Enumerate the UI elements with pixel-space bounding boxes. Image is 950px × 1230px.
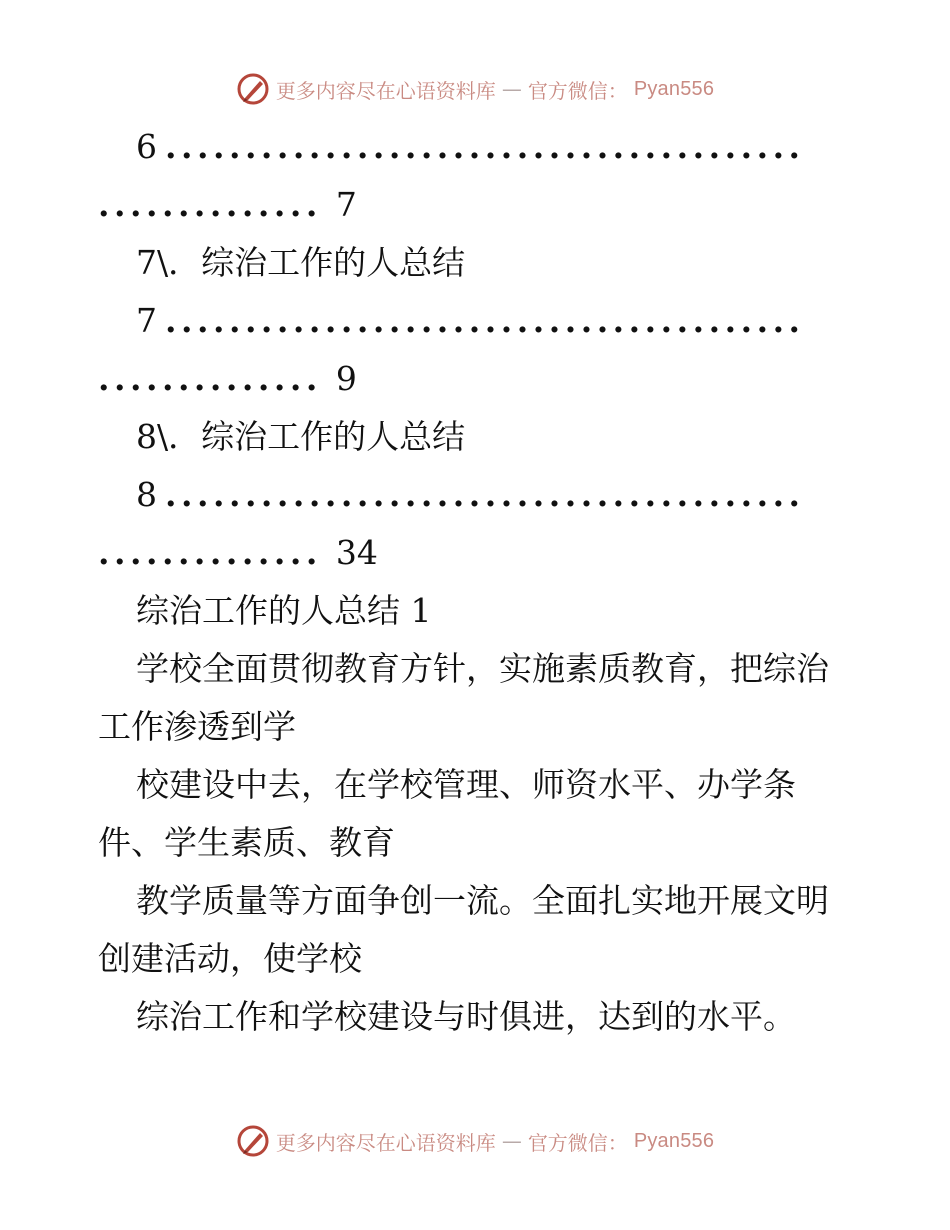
toc-page-number: 9 xyxy=(335,359,357,398)
footer-separator: — xyxy=(501,1129,522,1153)
document-body xyxy=(98,118,858,1046)
paragraph-line: 学校全面贯彻教育方针，实施素质教育，把综治 xyxy=(136,649,829,688)
toc-entry-7-line2 xyxy=(98,350,858,408)
toc-entry-6-line1 xyxy=(98,118,858,176)
header-wechat-label: 官方微信： xyxy=(527,78,628,103)
footer-wechat-label: 官方微信： xyxy=(527,1130,628,1155)
paragraph-line: 校建设中去，在学校管理、师资水平、办学条 xyxy=(136,765,796,804)
toc-entry-number: 8 xyxy=(136,475,157,514)
footer-site-text: 更多内容尽在心语资料库 xyxy=(275,1130,496,1155)
toc-leader-dots: .............. xyxy=(98,185,322,224)
toc-title-8: 8\．综治工作的人总结 xyxy=(136,417,466,456)
toc-leader-dots: .............. xyxy=(98,533,322,572)
pen-logo-icon xyxy=(236,1124,270,1158)
toc-entry-8-line1 xyxy=(98,466,858,524)
toc-page-number: 34 xyxy=(335,533,378,572)
toc-leader-dots: .............. xyxy=(98,359,322,398)
toc-leader-dots: ........................................ xyxy=(165,127,805,166)
footer-banner xyxy=(0,1124,950,1158)
toc-title-7: 7\．综治工作的人总结 xyxy=(136,243,466,282)
toc-page-number: 7 xyxy=(335,185,357,224)
section-heading: 综治工作的人总结 1 xyxy=(136,591,432,630)
header-site-text: 更多内容尽在心语资料库 xyxy=(275,78,496,103)
toc-entry-number: 7 xyxy=(136,301,157,340)
paragraph-line: 教学质量等方面争创一流。全面扎实地开展文明 xyxy=(136,881,829,920)
toc-leader-dots: ........................................ xyxy=(165,475,805,514)
paragraph-line: 创建活动，使学校 xyxy=(98,939,362,978)
header-banner xyxy=(0,72,950,106)
toc-leader-dots: ........................................ xyxy=(165,301,805,340)
toc-entry-7-line1 xyxy=(98,292,858,350)
toc-entry-number: 6 xyxy=(136,127,157,166)
footer-wechat-id: Pyan556 xyxy=(633,1129,715,1152)
toc-entry-8-line2 xyxy=(98,524,858,582)
paragraph-line: 件、学生素质、教育 xyxy=(98,823,395,862)
paragraph-line: 工作渗透到学 xyxy=(98,707,296,746)
header-wechat-id: Pyan556 xyxy=(633,77,715,100)
paragraph-line: 综治工作和学校建设与时俱进，达到的水平。 xyxy=(136,997,796,1036)
header-separator: — xyxy=(501,77,522,101)
toc-entry-6-line2 xyxy=(98,176,858,234)
pen-logo-icon xyxy=(236,72,270,106)
